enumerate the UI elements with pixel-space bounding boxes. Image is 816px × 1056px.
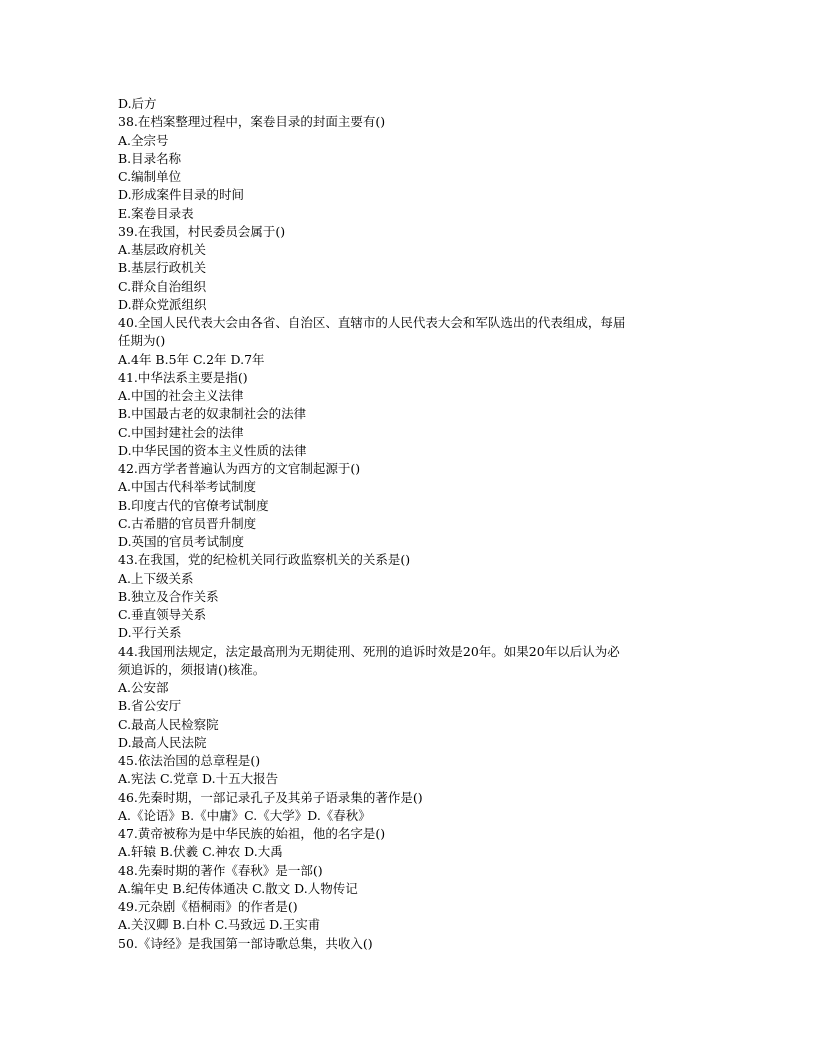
option-line: A.上下级关系 [118,570,194,586]
question-line: 任期为() [118,333,166,349]
option-line: A.中国古代科举考试制度 [118,479,257,495]
option-line: B.基层行政机关 [118,260,207,276]
question-line: 47.黄帝被称为是中华民族的始祖，他的名字是() [118,826,386,841]
option-line: A.《论语》B.《中庸》C.《大学》D.《春秋》 [118,807,371,823]
option-line: C.编制单位 [118,169,182,184]
option-line: C.垂直领导关系 [118,607,207,622]
question-line: 46.先秦时期，一部记录孔子及其弟子语录集的著作是() [118,789,423,805]
question-line: 43.在我国，党的纪检机关同行政监察机关的关系是() [118,552,411,568]
question-line: 39.在我国，村民委员会属于() [118,223,286,239]
question-line: 45.依法治国的总章程是() [118,753,261,768]
question-line: 48.先秦时期的著作《春秋》是一部() [118,862,323,878]
option-line: D.形成案件目录的时间 [118,187,245,203]
question-line: 42.西方学者普遍认为西方的文官制起源于() [118,461,361,476]
question-line: 40.全国人民代表大会由各省、自治区、直辖市的人民代表大会和军队选出的代表组成，每届 [118,315,626,330]
option-line: D.最高人民法院 [118,734,207,750]
option-line: E.案卷目录表 [118,205,194,221]
option-line: B.中国最古老的奴隶制社会的法律 [118,406,307,422]
option-line: A.中国的社会主义法律 [118,388,244,403]
option-line: A.编年史 B.纪传体通决 C.散文 D.人物传记 [118,880,358,896]
question-line: 41.中华法系主要是指() [118,369,248,385]
question-line: 38.在档案整理过程中，案卷目录的封面主要有() [118,114,386,130]
option-line: D.平行关系 [118,625,182,641]
option-line: C.中国封建社会的法律 [118,424,244,440]
option-line: B.印度古代的官僚考试制度 [118,497,269,513]
option-line: A.4年 B.5年 C.2年 D.7年 [118,351,265,367]
option-line: D.中华民国的资本主义性质的法律 [118,442,307,458]
question-line: 49.元杂剧《梧桐雨》的作者是() [118,899,298,914]
document-page [118,95,698,953]
option-line: A.基层政府机关 [118,242,207,257]
option-line: C.群众自治组织 [118,278,207,294]
question-line: 须追诉的，须报请()核准。 [118,661,266,677]
option-line: A.全宗号 [118,132,169,148]
option-line: D.群众党派组织 [118,296,207,312]
option-line: C.最高人民检察院 [118,716,219,732]
option-line: B.省公安厅 [118,698,182,714]
option-line: D.英国的官员考试制度 [118,534,245,549]
option-line: A.公安部 [118,680,169,695]
text-line: D.后方 [118,96,157,111]
question-line: 50.《诗经》是我国第一部诗歌总集，共收入() [118,935,373,951]
option-line: B.独立及合作关系 [118,588,219,604]
option-line: A.轩辕 B.伏羲 C.神农 D.大禹 [118,844,283,860]
option-line: B.目录名称 [118,150,182,166]
option-line: A.宪法 C.党章 D.十五大报告 [118,771,279,787]
option-line: C.古希腊的官员晋升制度 [118,515,257,531]
option-line: A.关汉卿 B.白朴 C.马致远 D.王实甫 [118,917,321,933]
question-line: 44.我国刑法规定，法定最高刑为无期徒刑、死刑的追诉时效是20年。如果20年以后认为必 [118,643,620,659]
